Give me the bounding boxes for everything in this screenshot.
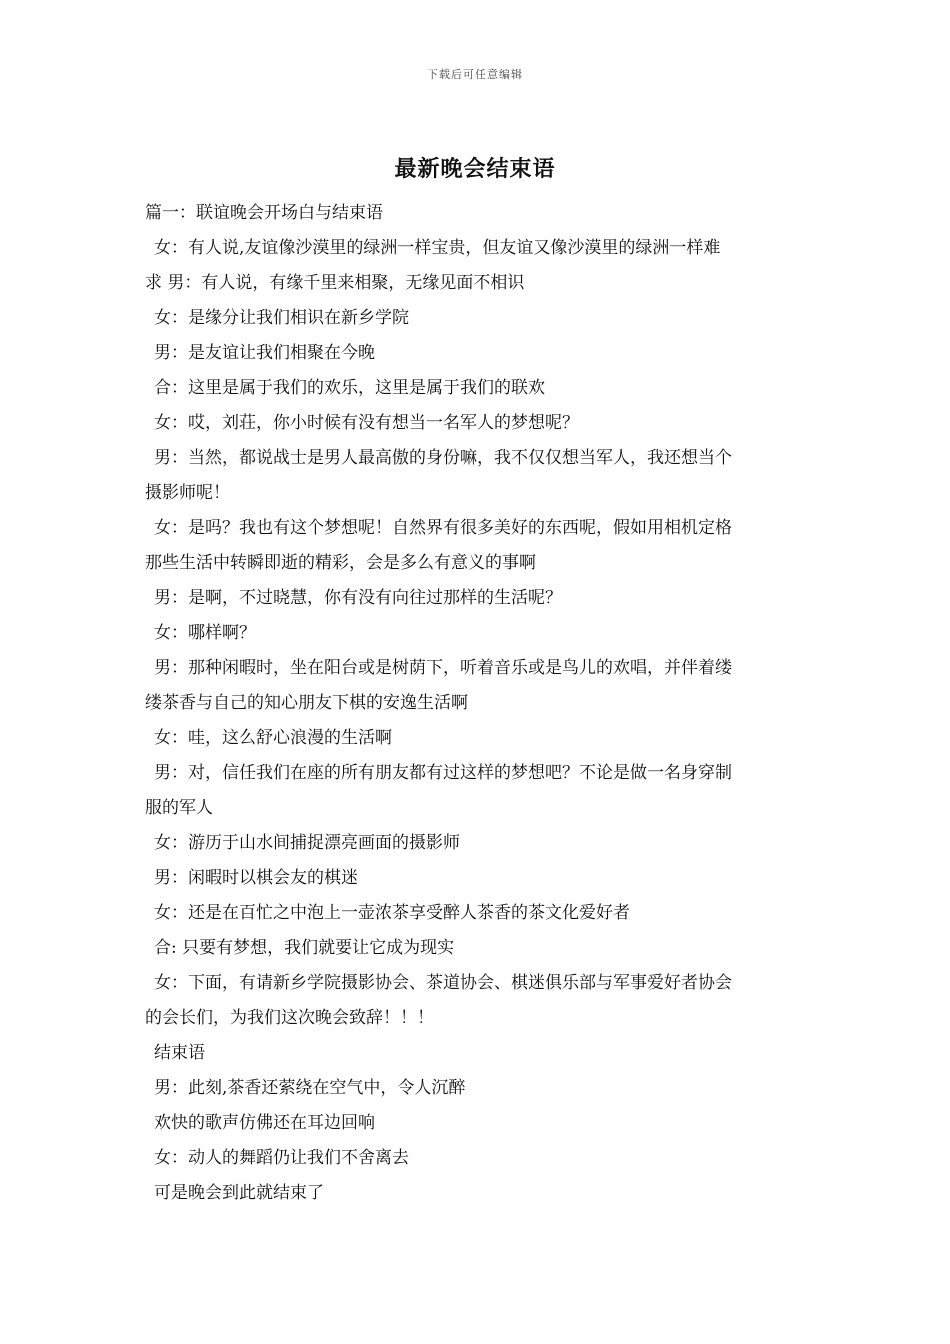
text-line: 男：此刻,茶香还萦绕在空气中，令人沉醉: [154, 1078, 466, 1098]
text-line: 结束语: [154, 1043, 205, 1063]
text-line: 男：是友谊让我们相聚在今晚: [154, 343, 375, 363]
document-title: 最新晚会结束语: [394, 156, 556, 182]
text-line: 的会长们，为我们这次晚会致辞！！！: [145, 1008, 434, 1028]
text-line: 求 男：有人说，有缘千里来相聚，无缘见面不相识: [145, 273, 525, 293]
document-body: [145, 196, 810, 1211]
text-line: 女：哇，这么舒心浪漫的生活啊: [154, 728, 392, 748]
text-line: 男：那种闲暇时，坐在阳台或是树荫下，听着音乐或是鸟儿的欢唱，并伴着缕: [154, 658, 732, 678]
text-line: 合: 只要有梦想，我们就要让它成为现实: [154, 938, 455, 958]
text-line: 服的军人: [145, 798, 213, 818]
text-line: 可是晚会到此就结束了: [154, 1183, 324, 1203]
text-line: 摄影师呢！: [145, 483, 230, 503]
text-line: 男：闲暇时以棋会友的棋迷: [154, 868, 358, 888]
text-line: 女：是吗？我也有这个梦想呢！自然界有很多美好的东西呢，假如用相机定格: [154, 518, 732, 538]
text-line: 男：当然，都说战士是男人最高傲的身份嘛，我不仅仅想当军人，我还想当个: [154, 448, 732, 468]
text-line: 女：动人的舞蹈仍让我们不舍离去: [154, 1148, 409, 1168]
header-note: 下载后可任意编辑: [427, 68, 523, 81]
text-line: 女：有人说,友谊像沙漠里的绿洲一样宝贵，但友谊又像沙漠里的绿洲一样难: [154, 238, 721, 258]
text-line: 欢快的歌声仿佛还在耳边回响: [154, 1113, 375, 1133]
text-line: 女：下面，有请新乡学院摄影协会、茶道协会、棋迷俱乐部与军事爱好者协会: [154, 973, 732, 993]
text-line: 女：游历于山水间捕捉漂亮画面的摄影师: [154, 833, 460, 853]
text-line: 缕茶香与自己的知心朋友下棋的安逸生活啊: [145, 693, 468, 713]
text-line: 男：对，信任我们在座的所有朋友都有过这样的梦想吧？不论是做一名身穿制: [154, 763, 732, 783]
text-line: 那些生活中转瞬即逝的精彩，会是多么有意义的事啊: [145, 553, 536, 573]
text-line: 合：这里是属于我们的欢乐，这里是属于我们的联欢: [154, 378, 545, 398]
text-line: 女：是缘分让我们相识在新乡学院: [154, 308, 409, 328]
text-line: 女：哎，刘荘，你小时候有没有想当一名军人的梦想呢？: [154, 413, 579, 433]
text-line: 男：是啊，不过晓慧，你有没有向往过那样的生活呢？: [154, 588, 562, 608]
text-line: 女：哪样啊？: [154, 623, 256, 643]
text-line: 篇一：联谊晚会开场白与结束语: [145, 203, 383, 223]
text-line: 女：还是在百忙之中泡上一壶浓茶享受醉人茶香的茶文化爱好者: [154, 903, 630, 923]
